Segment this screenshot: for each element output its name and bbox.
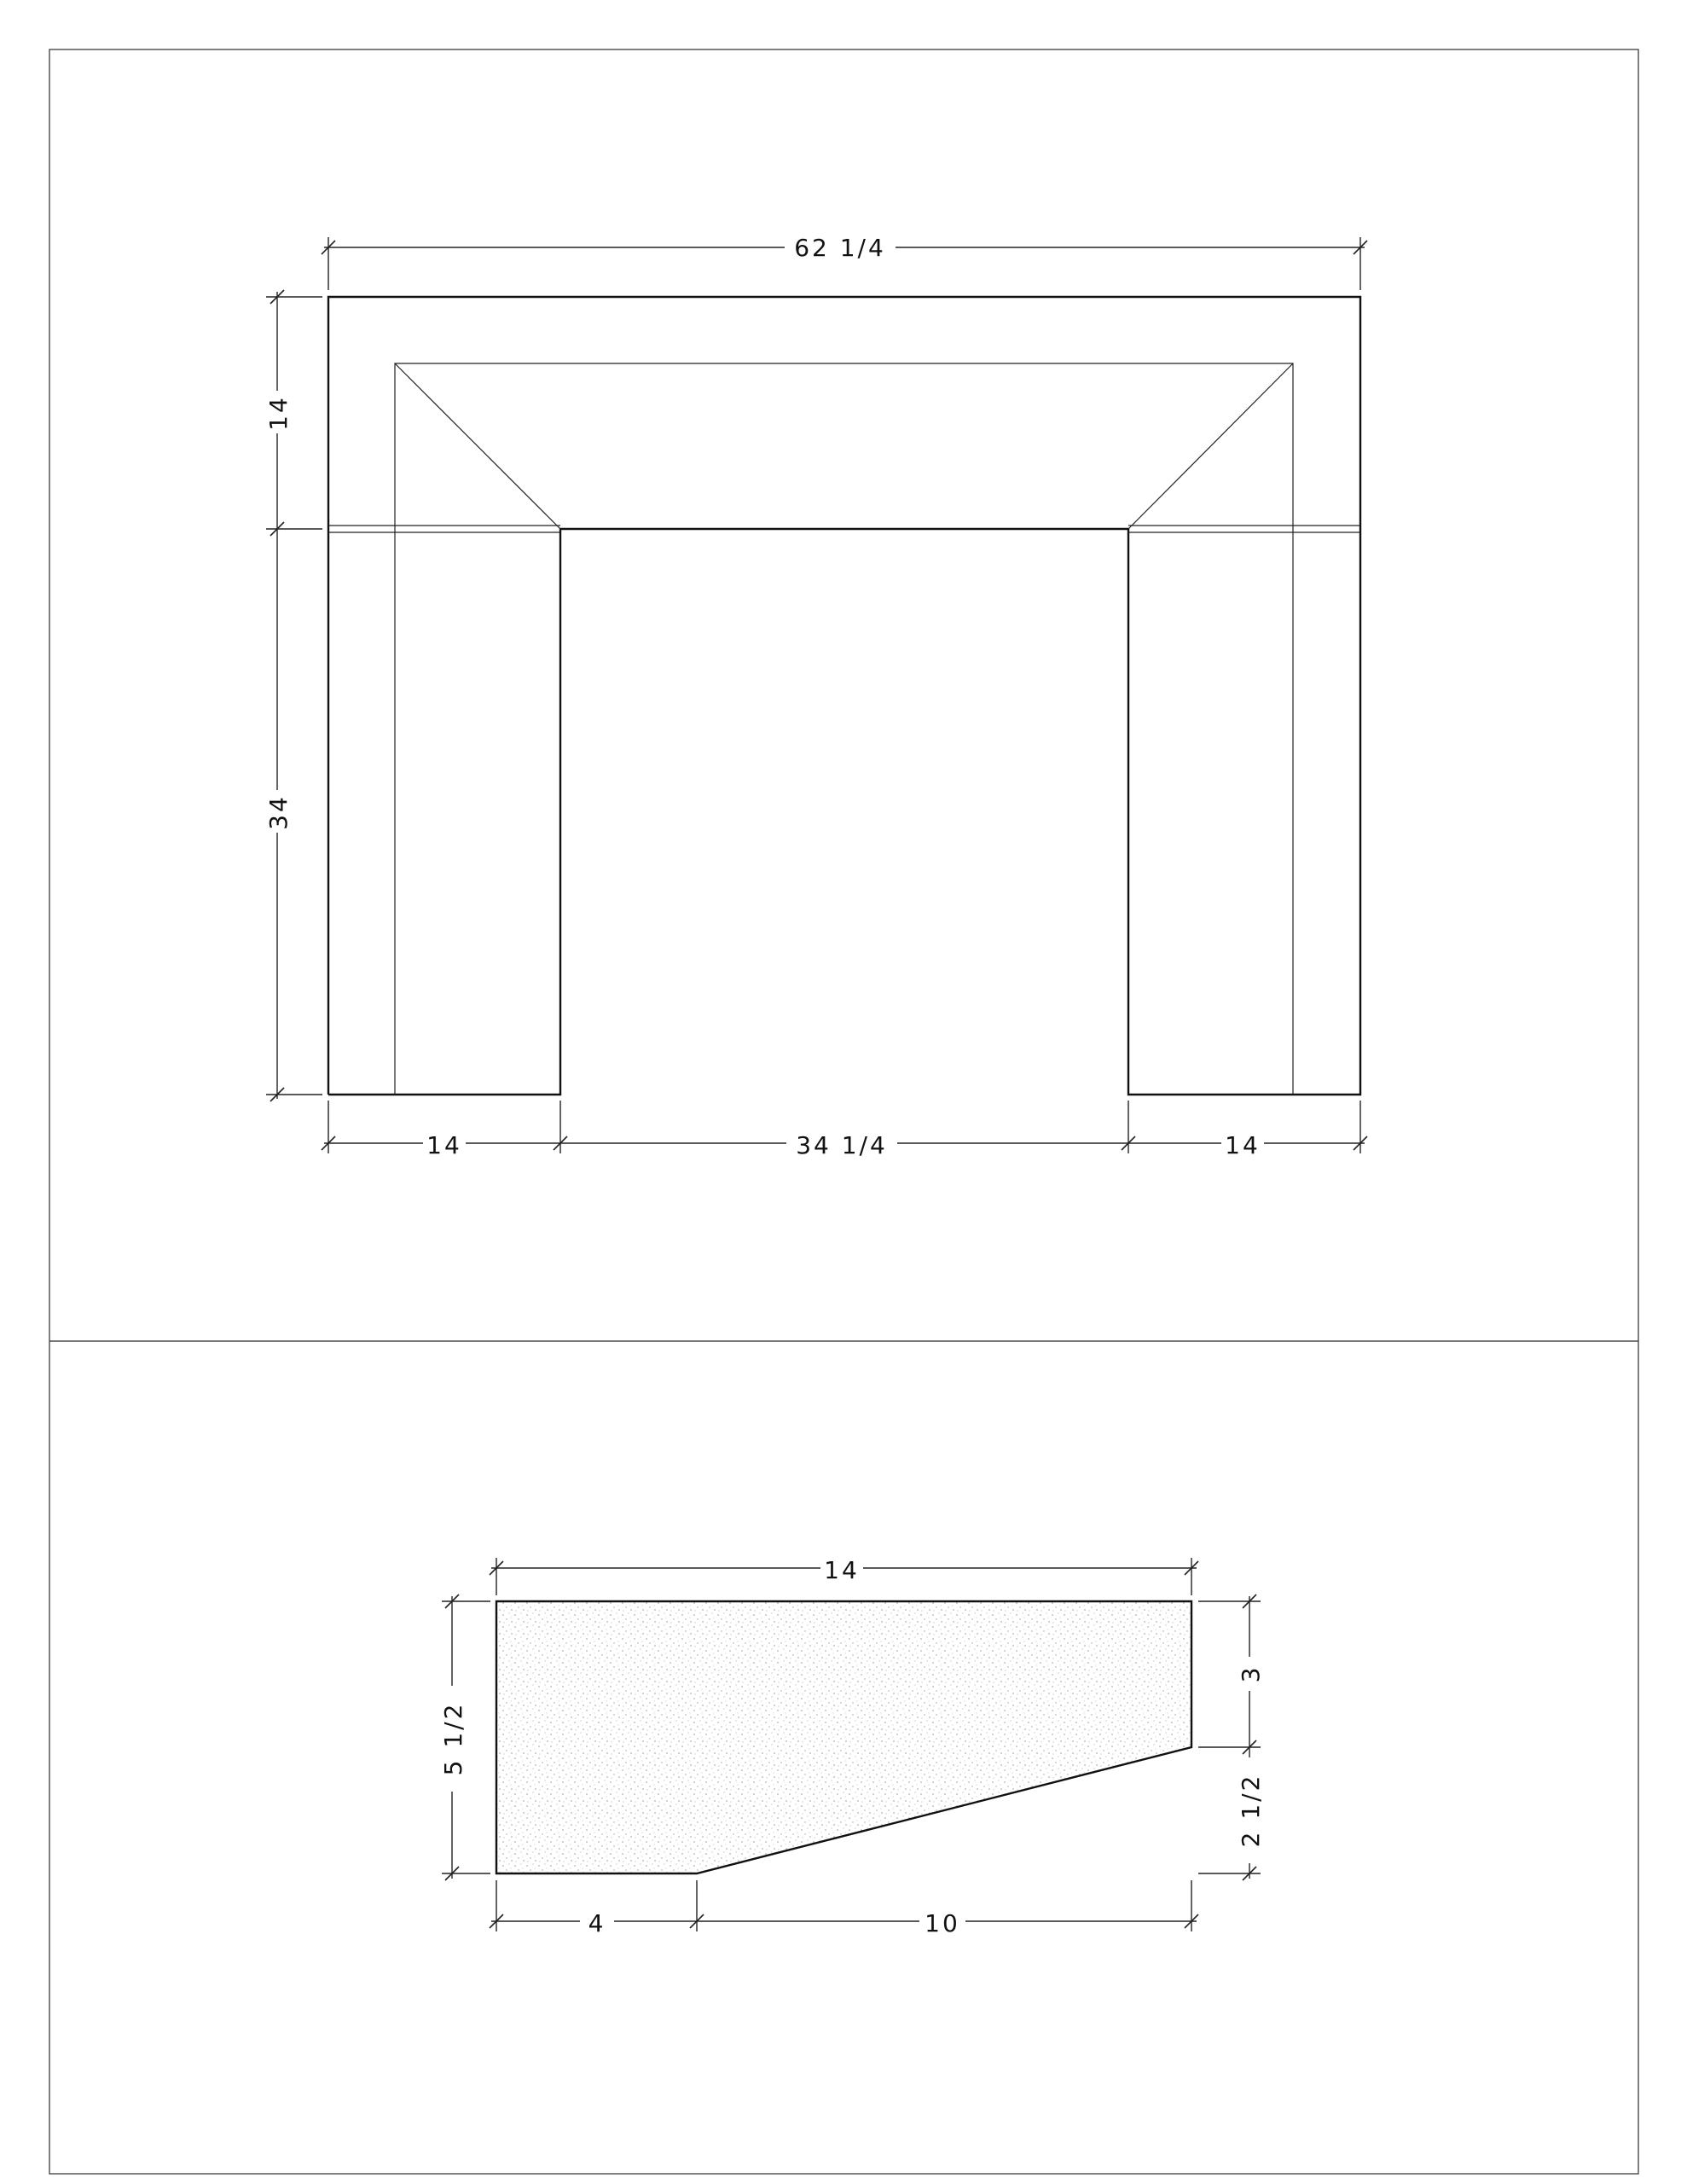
dimension-profile-left — [435, 1594, 490, 1880]
dimension-bottom-row — [322, 1101, 1367, 1159]
dimension-left-leg-width: 14 — [426, 1131, 462, 1159]
dimension-label: 3 — [1237, 1664, 1265, 1683]
dimension-right-leg-width: 14 — [1225, 1131, 1261, 1159]
dimension-label: 5 1/2 — [439, 1701, 467, 1776]
miter-line-right — [1128, 363, 1293, 529]
molding-outline — [395, 363, 1293, 1095]
dimension-overall-width — [322, 229, 1367, 290]
profile-section — [496, 1601, 1191, 1873]
miter-line-left — [395, 363, 560, 529]
dimension-label: 62 1/4 — [794, 234, 886, 262]
dimension-profile-top — [490, 1551, 1198, 1595]
dimension-label: 4 — [588, 1909, 606, 1937]
dimension-left-vertical — [261, 290, 322, 1101]
dimension-header-height: 14 — [264, 395, 293, 431]
dimension-opening-width: 34 1/4 — [796, 1131, 888, 1159]
dimension-label: 10 — [925, 1909, 960, 1937]
profile-view — [435, 1551, 1266, 1937]
dimension-label: 2 1/2 — [1237, 1773, 1265, 1848]
sheet-border — [49, 49, 1638, 2174]
dimension-leg-height: 34 — [264, 794, 293, 830]
dimension-label: 14 — [824, 1556, 860, 1584]
dimension-profile-bottom — [490, 1880, 1198, 1937]
dimension-profile-right — [1198, 1594, 1266, 1880]
elevation-outline — [328, 297, 1360, 1095]
elevation-view — [261, 229, 1367, 1159]
